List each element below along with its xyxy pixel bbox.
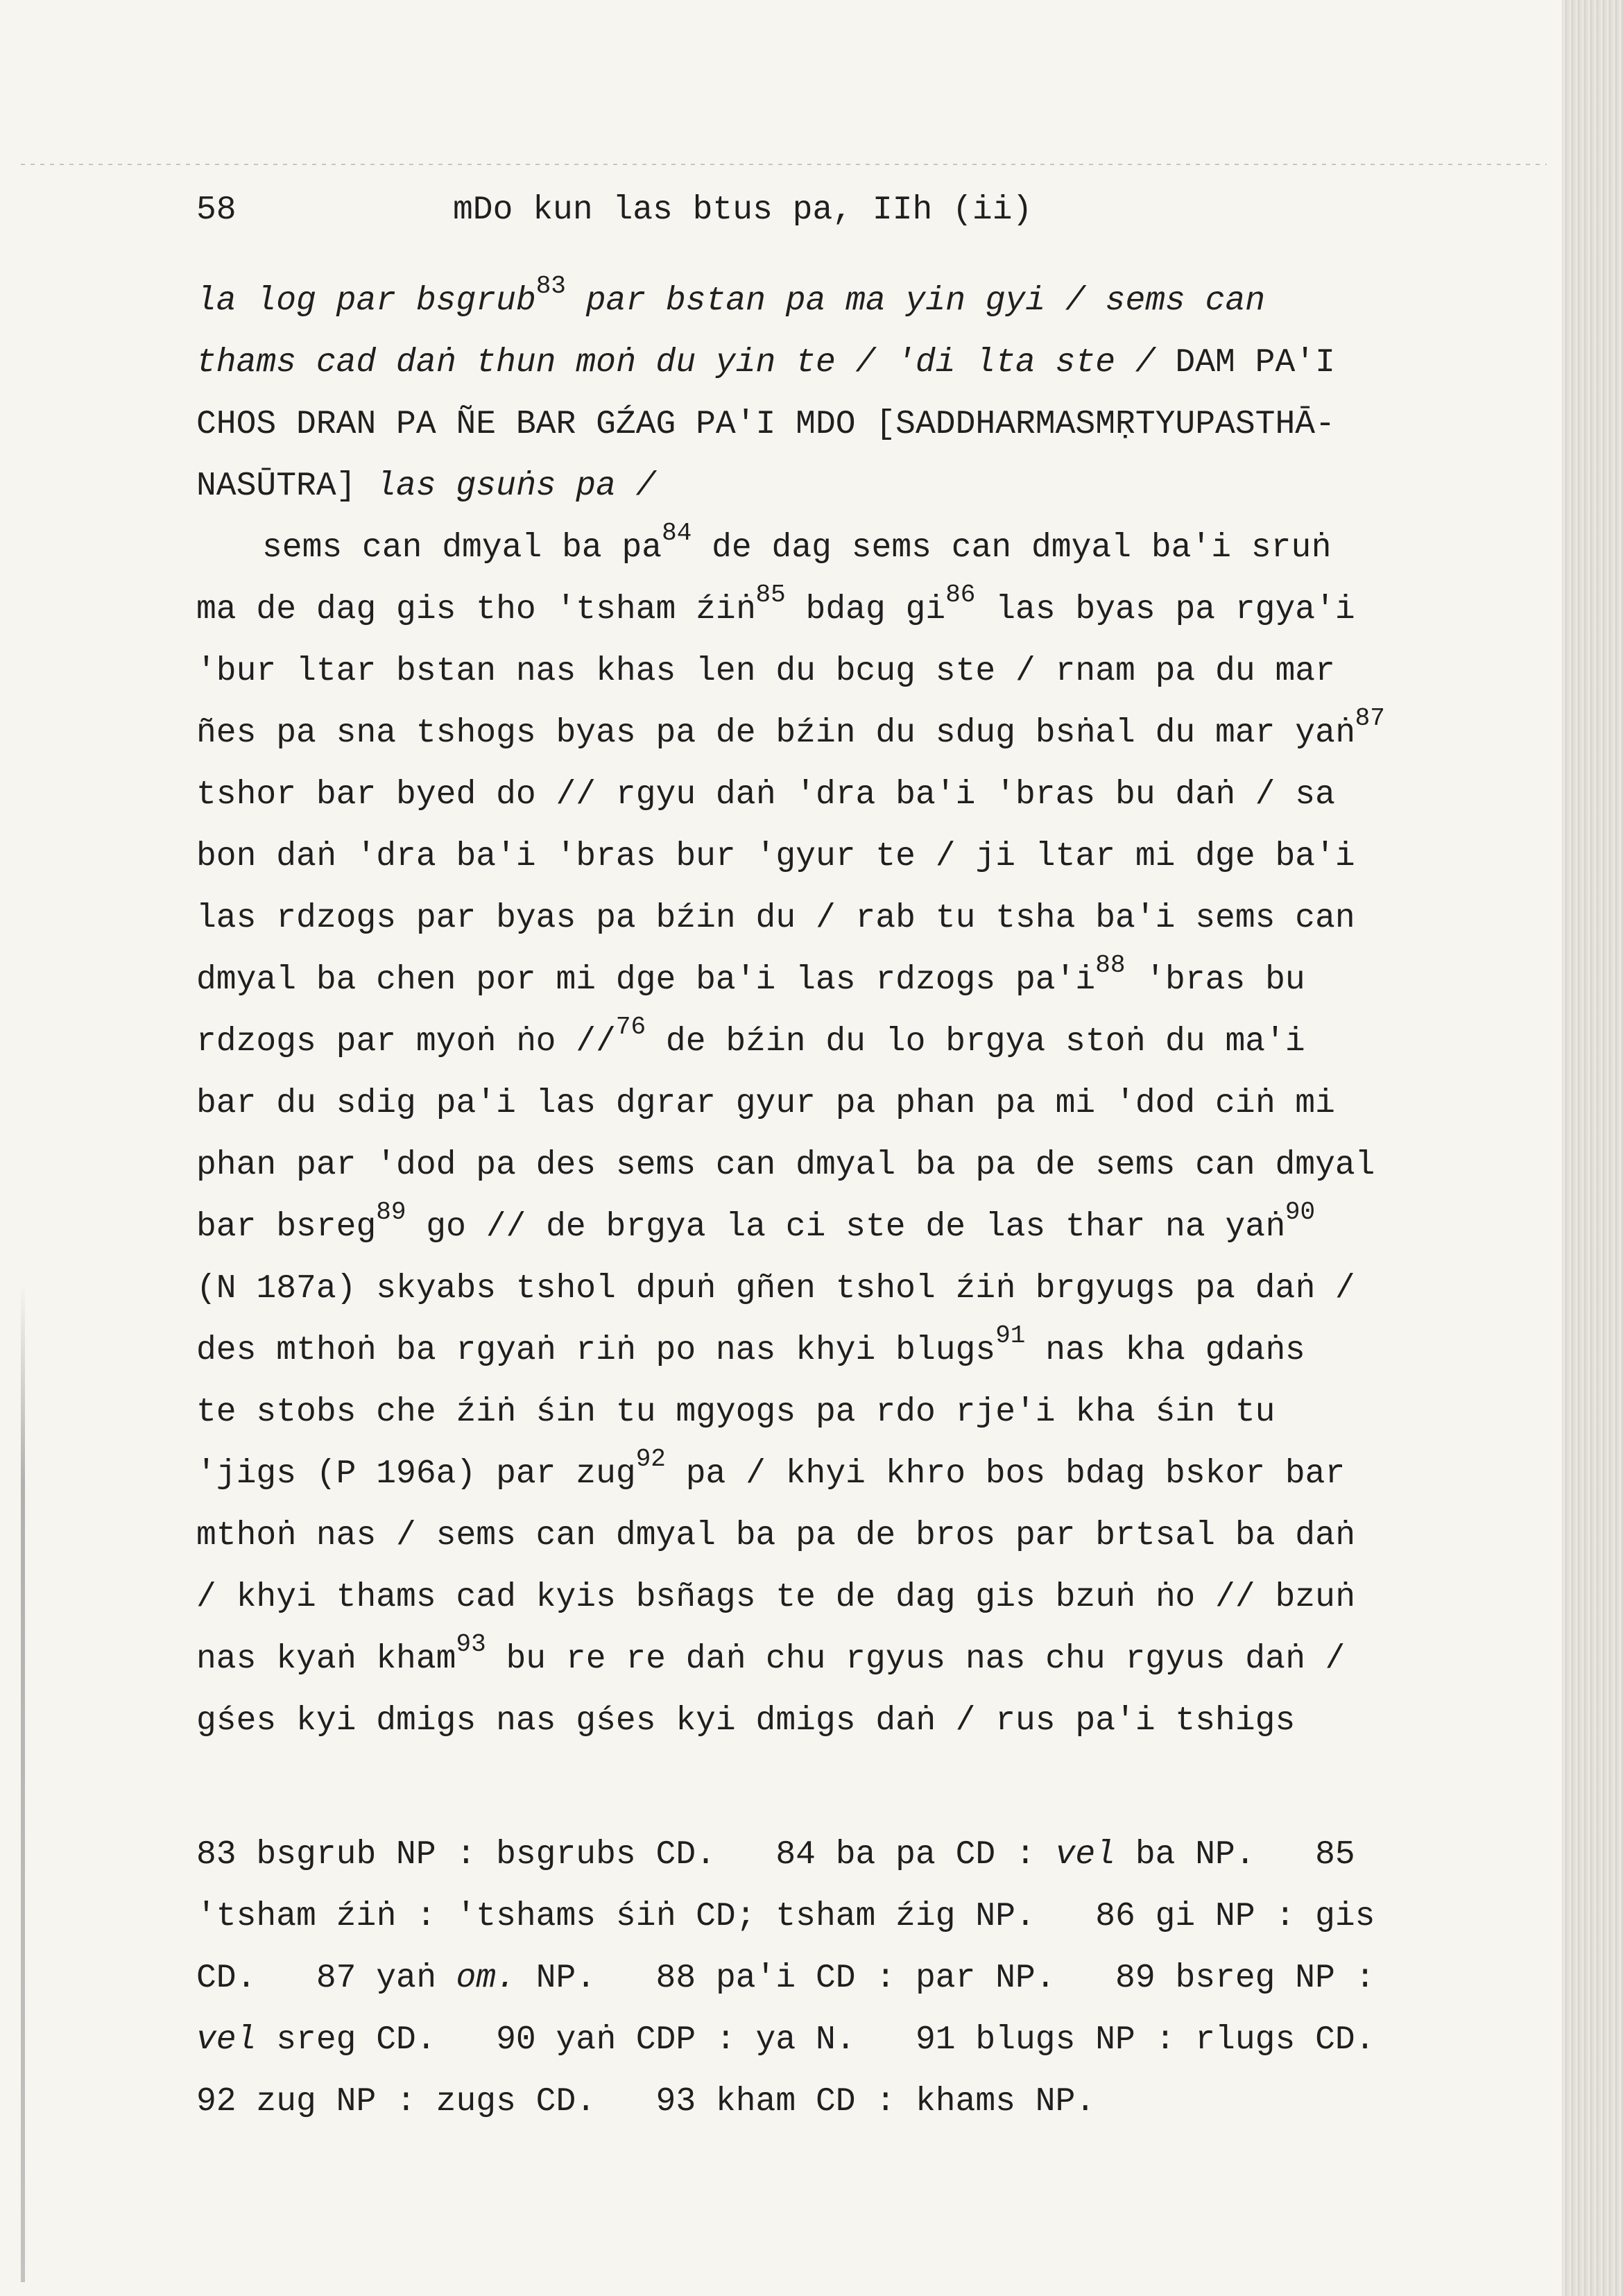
text-run: nas kha gdaṅs xyxy=(1025,1332,1305,1369)
text-run: NP. 88 pa'i CD : par NP. 89 bsreg NP : xyxy=(515,1960,1375,1997)
text-line xyxy=(196,1382,1500,1443)
text-line xyxy=(196,1629,1500,1690)
italic-text: thams cad daṅ thun moṅ du yin te / 'di lta ste / xyxy=(196,344,1156,382)
running-title: mDo kun las btus pa, IIh (ii) xyxy=(453,191,1033,229)
text-line xyxy=(196,1505,1500,1567)
text-line xyxy=(196,271,1500,332)
scan-top-rule xyxy=(21,164,1547,165)
footnote-marker: 91 xyxy=(995,1321,1026,1350)
text-run: las byas pa rgya'i xyxy=(975,591,1355,628)
text-run: bdag gi xyxy=(785,591,946,628)
text-run: ñes pa sna tshogs byas pa de bźin du sdug bsṅal du mar yaṅ xyxy=(196,714,1355,752)
text-line xyxy=(196,1073,1500,1135)
text-run: bar du sdig pa'i las dgrar gyur pa phan pa mi 'dod ciṅ mi xyxy=(196,1085,1335,1122)
text-run: bu re re daṅ chu rgyus nas chu rgyus daṅ / xyxy=(486,1640,1346,1678)
text-line xyxy=(196,950,1500,1011)
footnote-line xyxy=(196,1886,1500,1948)
text-run: 'bur ltar bstan nas khas len du bcug ste / rnam pa du mar xyxy=(196,653,1335,690)
text-line xyxy=(196,456,1500,517)
text-run: rdzogs par myoṅ ṅo // xyxy=(196,1023,616,1061)
text-run: te stobs che źiṅ śin tu mgyogs pa rdo rje'i kha śin tu xyxy=(196,1394,1276,1431)
text-line xyxy=(196,1258,1500,1320)
footnote-marker: 93 xyxy=(456,1630,486,1659)
text-line xyxy=(196,1135,1500,1197)
text-run: / khyi thams cad kyis bsñags te de dag gis bzuṅ ṅo // bzuṅ xyxy=(196,1579,1355,1616)
text-run: DAM PA'I xyxy=(1155,344,1335,382)
text-run: des mthoṅ ba rgyaṅ riṅ po nas khyi blugs xyxy=(196,1332,996,1369)
text-line xyxy=(196,1011,1500,1073)
text-run: bar bsreg xyxy=(196,1208,377,1246)
text-line xyxy=(196,764,1500,826)
text-run: 'bras bu xyxy=(1125,961,1305,999)
text-run: phan par 'dod pa des sems can dmyal ba pa de sems can dmyal xyxy=(196,1147,1375,1184)
text-run: pa / khyi khro bos bdag bskor bar xyxy=(665,1455,1346,1493)
scan-margin-line xyxy=(21,1283,25,2282)
text-line xyxy=(196,641,1500,703)
text-line xyxy=(196,394,1500,456)
footnote-line xyxy=(196,2010,1500,2071)
text-run: 'jigs (P 196a) par zug xyxy=(196,1455,636,1493)
text-run: bon daṅ 'dra ba'i 'bras bur 'gyur te / ji ltar mi dge ba'i xyxy=(196,838,1355,875)
italic-text: la log par bsgrub xyxy=(196,282,536,320)
footnote-marker: 90 xyxy=(1285,1198,1316,1226)
text-run: nas kyaṅ kham xyxy=(196,1640,456,1678)
footnote-marker: 86 xyxy=(945,581,976,609)
text-run: las rdzogs par byas pa bźin du / rab tu tsha ba'i sems can xyxy=(196,900,1355,937)
text-run: (N 187a) skyabs tshol dpuṅ gñen tshol źiṅ brgyugs pa daṅ / xyxy=(196,1270,1355,1308)
italic-text: las gsuṅs pa / xyxy=(376,468,656,505)
text-run: NASŪTRA] xyxy=(196,468,377,505)
text-run: ba NP. 85 xyxy=(1115,1836,1355,1874)
footnote-marker: 89 xyxy=(376,1198,406,1226)
text-run: CHOS DRAN PA ÑE BAR GŹAG PA'I MDO [SADDHARMASMṚTYUPASTHĀ- xyxy=(196,406,1335,443)
text-line xyxy=(196,332,1500,394)
text-line xyxy=(196,826,1500,888)
footnote-marker: 76 xyxy=(615,1013,646,1041)
footnote-marker: 83 xyxy=(535,272,566,300)
footnote-marker: 87 xyxy=(1355,704,1385,733)
text-run: 83 bsgrub NP : bsgrubs CD. 84 ba pa CD : xyxy=(196,1836,1056,1874)
body-text xyxy=(196,271,1500,1752)
text-run: CD. 87 yaṅ xyxy=(196,1960,456,1997)
text-line xyxy=(196,1443,1500,1505)
text-run: de bźin du lo brgya stoṅ du ma'i xyxy=(646,1023,1305,1061)
text-line xyxy=(196,1197,1500,1258)
text-line xyxy=(196,1320,1500,1382)
text-run: ma de dag gis tho 'tsham źiṅ xyxy=(196,591,756,628)
text-line xyxy=(196,703,1500,764)
footnotes xyxy=(196,1824,1500,2133)
text-run: sems can dmyal ba pa xyxy=(262,529,662,567)
text-line xyxy=(196,579,1500,641)
italic-text: par bstan pa ma yin gyi / sems can xyxy=(565,282,1266,320)
footnote-line xyxy=(196,1824,1500,1886)
footnote-line xyxy=(196,1948,1500,2010)
footnote-marker: 85 xyxy=(755,581,786,609)
text-line xyxy=(196,517,1500,579)
text-run: gśes kyi dmigs nas gśes kyi dmigs daṅ / rus pa'i tshigs xyxy=(196,1702,1296,1740)
text-line xyxy=(196,1567,1500,1629)
footnote-marker: 84 xyxy=(662,519,692,547)
text-run: 'tsham źiṅ : 'tshams śiṅ CD; tsham źig NP. 86 gi NP : gis xyxy=(196,1898,1375,1935)
footnote-marker: 92 xyxy=(635,1445,666,1473)
text-run: 92 zug NP : zugs CD. 93 kham CD : khams NP. xyxy=(196,2083,1096,2121)
footnote-marker: 88 xyxy=(1095,951,1126,979)
italic-text: vel xyxy=(1055,1836,1116,1874)
text-run: dmyal ba chen por mi dge ba'i las rdzogs pa'i xyxy=(196,961,1096,999)
text-run: de dag sems can dmyal ba'i sruṅ xyxy=(692,529,1332,567)
text-line xyxy=(196,1690,1500,1752)
scan-edge-shadow xyxy=(1562,0,1623,2296)
page-number: 58 xyxy=(196,191,237,229)
italic-text: vel xyxy=(196,2021,257,2059)
text-run: mthoṅ nas / sems can dmyal ba pa de bros par brtsal ba daṅ xyxy=(196,1517,1355,1554)
italic-text: om. xyxy=(456,1960,516,1997)
text-run: go // de brgya la ci ste de las thar na yaṅ xyxy=(406,1208,1285,1246)
text-run: tshor bar byed do // rgyu daṅ 'dra ba'i 'bras bu daṅ / sa xyxy=(196,776,1335,814)
footnote-line xyxy=(196,2071,1500,2133)
text-run: sreg CD. 90 yaṅ CDP : ya N. 91 blugs NP : rlugs CD. xyxy=(256,2021,1375,2059)
text-line xyxy=(196,888,1500,950)
